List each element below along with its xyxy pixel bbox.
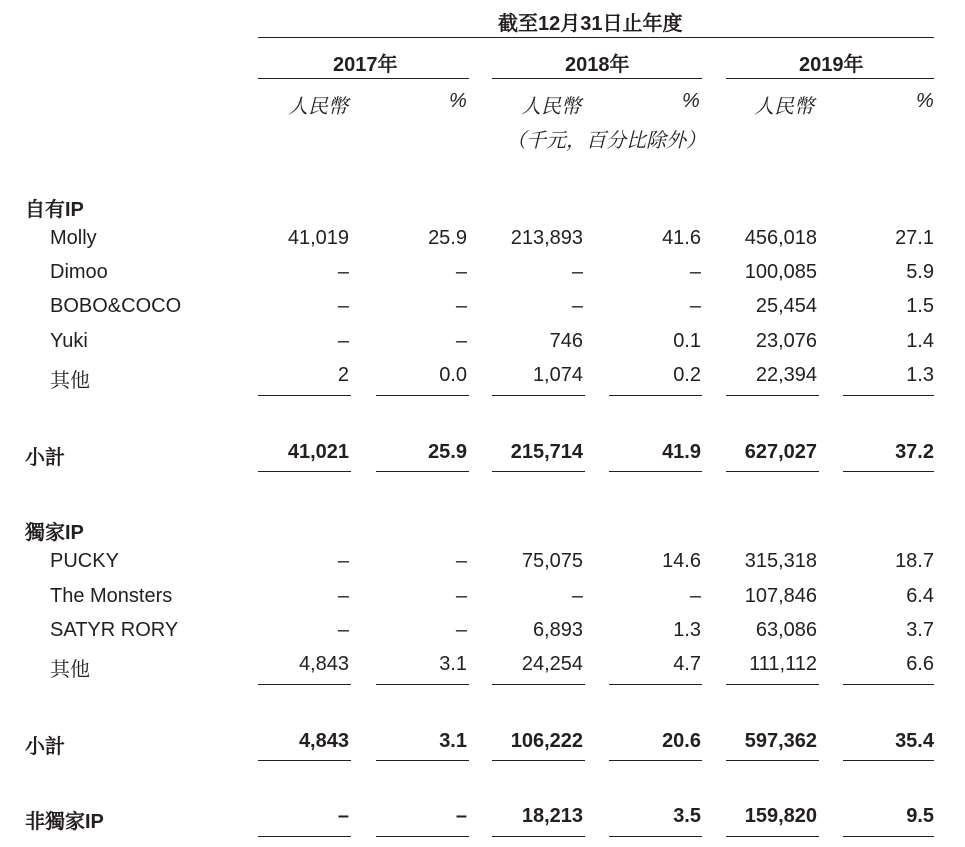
cell-2017-rmb: – [337, 330, 349, 352]
cell-2018-rmb: 746 [549, 330, 583, 352]
table-row [0, 550, 965, 578]
table-row [0, 364, 965, 392]
year-rule-2018 [492, 78, 702, 79]
cell-2018-rmb: 75,075 [521, 550, 583, 572]
cell-2017-rmb: – [337, 550, 349, 572]
cell-2017-rmb: – [337, 585, 349, 607]
cell-2019-rmb: 627,027 [744, 441, 817, 463]
cell-2017-pct: 3.1 [439, 730, 467, 752]
cell-2017-pct: – [455, 295, 467, 317]
bottom-rule [492, 836, 585, 837]
cell-2019-pct: 3.7 [906, 619, 934, 641]
header-rule [258, 37, 934, 38]
cell-2018-pct: 41.9 [662, 441, 701, 463]
cell-2018-pct: 20.6 [662, 730, 701, 752]
subtotal-row [0, 730, 965, 758]
cell-2017-pct: 25.9 [428, 441, 467, 463]
cell-2018-rmb: 213,893 [510, 227, 583, 249]
subtotal-label: 小計 [25, 736, 65, 758]
year-2018: 2018年 [565, 54, 630, 76]
cell-2017-pct: – [455, 550, 467, 572]
cell-2018-pct: 0.2 [673, 364, 701, 386]
cell-2019-rmb: 111,112 [749, 653, 817, 675]
cell-2019-pct: 35.4 [895, 730, 934, 752]
cell-2018-pct: 41.6 [662, 227, 701, 249]
cell-2017-rmb: – [337, 805, 349, 827]
cell-2019-rmb: 22,394 [755, 364, 817, 386]
subtotal-rule-bottom [609, 760, 702, 761]
cell-2017-pct: 3.1 [439, 653, 467, 675]
subtotal-rule-bottom [726, 760, 819, 761]
cell-2017-rmb: 4,843 [298, 730, 349, 752]
cell-2017-rmb: 41,019 [287, 227, 349, 249]
cell-2019-pct: 9.5 [906, 805, 934, 827]
subtotal-rule-bottom [609, 471, 702, 472]
table-row [0, 295, 965, 323]
cell-2019-rmb: 63,086 [755, 619, 817, 641]
subtotal-rule-top [843, 395, 934, 396]
row-label: PUCKY [50, 550, 119, 572]
unit-pct-2017: % [449, 90, 467, 112]
unit-rmb-2019: 人民幣 [754, 96, 814, 118]
unit-rmb-2018: 人民幣 [521, 96, 581, 118]
cell-2019-rmb: 315,318 [744, 550, 817, 572]
cell-2019-pct: 1.4 [906, 330, 934, 352]
cell-2018-pct: – [689, 295, 701, 317]
cell-2017-rmb: – [337, 261, 349, 283]
subtotal-rule-bottom [843, 760, 934, 761]
cell-2018-pct: 14.6 [662, 550, 701, 572]
row-label: Yuki [50, 330, 88, 352]
row-label: 其他 [50, 370, 90, 392]
cell-2019-pct: 37.2 [895, 441, 934, 463]
cell-2017-pct: – [455, 805, 467, 827]
cell-2018-rmb: – [571, 585, 583, 607]
cell-2018-pct: – [689, 585, 701, 607]
table-row [0, 261, 965, 289]
table-row [0, 330, 965, 358]
subtotal-rule-bottom [376, 760, 469, 761]
cell-2018-rmb: 18,213 [521, 805, 583, 827]
year-rule-2019 [726, 78, 934, 79]
non-exclusive-row [0, 805, 965, 833]
cell-2018-pct: 4.7 [673, 653, 701, 675]
non-exclusive-label: 非獨家IP [25, 811, 104, 833]
section-title-exclusive-ip: 獨家IP [25, 522, 84, 544]
row-label: BOBO&COCO [50, 295, 182, 317]
bottom-rule [258, 836, 351, 837]
cell-2019-rmb: 159,820 [744, 805, 817, 827]
subtotal-rule-bottom [726, 471, 819, 472]
subtotal-rule-top [726, 684, 819, 685]
row-label: The Monsters [50, 585, 173, 607]
cell-2019-pct: 27.1 [895, 227, 934, 249]
cell-2018-rmb: 6,893 [532, 619, 583, 641]
cell-2019-pct: 6.6 [906, 653, 934, 675]
subtotal-row [0, 441, 965, 469]
subtotal-rule-top [492, 684, 585, 685]
cell-2018-rmb: 1,074 [532, 364, 583, 386]
table-row [0, 653, 965, 681]
subtotal-rule-bottom [376, 471, 469, 472]
subtotal-rule-top [258, 395, 351, 396]
cell-2019-rmb: 23,076 [755, 330, 817, 352]
bottom-rule [843, 836, 934, 837]
cell-2017-rmb: – [337, 619, 349, 641]
cell-2018-pct: 0.1 [673, 330, 701, 352]
cell-2018-rmb: – [571, 295, 583, 317]
bottom-rule [376, 836, 469, 837]
subtotal-rule-top [609, 684, 702, 685]
unit-pct-2019: % [916, 90, 934, 112]
cell-2017-rmb: – [337, 295, 349, 317]
cell-2019-rmb: 100,085 [744, 261, 817, 283]
cell-2019-pct: 1.5 [906, 295, 934, 317]
cell-2017-pct: – [455, 261, 467, 283]
table-row [0, 585, 965, 613]
cell-2019-pct: 1.3 [906, 364, 934, 386]
bottom-rule [726, 836, 819, 837]
cell-2019-rmb: 456,018 [744, 227, 817, 249]
unit-note: （千元，百分比除外） [506, 130, 706, 152]
subtotal-rule-bottom [492, 471, 585, 472]
cell-2019-rmb: 597,362 [744, 730, 817, 752]
unit-pct-2018: % [682, 90, 700, 112]
year-rule-2017 [258, 78, 469, 79]
cell-2017-rmb: 4,843 [298, 653, 349, 675]
subtotal-rule-bottom [843, 471, 934, 472]
cell-2017-pct: 0.0 [439, 364, 467, 386]
year-2019: 2019年 [799, 54, 864, 76]
year-2017: 2017年 [333, 54, 398, 76]
subtotal-rule-bottom [492, 760, 585, 761]
row-label: Molly [50, 227, 97, 249]
cell-2019-rmb: 25,454 [755, 295, 817, 317]
subtotal-rule-top [492, 395, 585, 396]
table-row [0, 227, 965, 255]
cell-2018-rmb: 215,714 [510, 441, 583, 463]
subtotal-rule-top [376, 684, 469, 685]
cell-2019-pct: 5.9 [906, 261, 934, 283]
subtotal-rule-top [258, 684, 351, 685]
subtotal-rule-top [726, 395, 819, 396]
period-title: 截至12月31日止年度 [498, 13, 683, 35]
cell-2017-pct: – [455, 585, 467, 607]
cell-2018-pct: – [689, 261, 701, 283]
cell-2018-rmb: 106,222 [510, 730, 583, 752]
cell-2017-pct: 25.9 [428, 227, 467, 249]
row-label: Dimoo [50, 261, 108, 283]
table-row [0, 619, 965, 647]
bottom-rule [609, 836, 702, 837]
cell-2019-pct: 6.4 [906, 585, 934, 607]
subtotal-rule-top [609, 395, 702, 396]
cell-2018-pct: 1.3 [673, 619, 701, 641]
cell-2018-pct: 3.5 [673, 805, 701, 827]
cell-2018-rmb: 24,254 [521, 653, 583, 675]
subtotal-rule-bottom [258, 471, 351, 472]
section-title-own-ip: 自有IP [25, 199, 84, 221]
cell-2017-rmb: 41,021 [287, 441, 349, 463]
row-label: SATYR RORY [50, 619, 179, 641]
subtotal-rule-top [843, 684, 934, 685]
cell-2017-rmb: 2 [337, 364, 349, 386]
cell-2019-rmb: 107,846 [744, 585, 817, 607]
cell-2017-pct: – [455, 330, 467, 352]
row-label: 其他 [50, 659, 90, 681]
unit-rmb-2017: 人民幣 [288, 96, 348, 118]
subtotal-rule-bottom [258, 760, 351, 761]
cell-2017-pct: – [455, 619, 467, 641]
cell-2018-rmb: – [571, 261, 583, 283]
cell-2019-pct: 18.7 [895, 550, 934, 572]
subtotal-label: 小計 [25, 447, 65, 469]
subtotal-rule-top [376, 395, 469, 396]
